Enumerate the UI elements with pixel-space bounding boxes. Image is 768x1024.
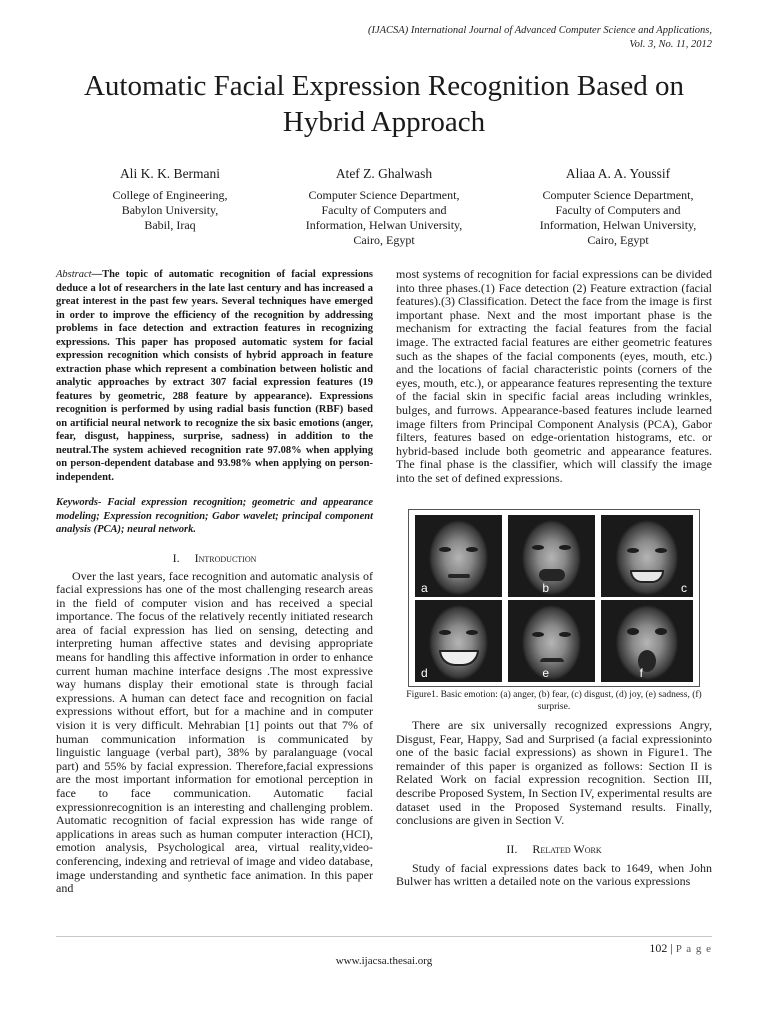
title-line-2: Hybrid Approach (282, 106, 486, 138)
mouth-shape (630, 570, 664, 583)
author-affiliation: Cairo, Egypt (587, 233, 649, 247)
author-block-3 (518, 166, 718, 248)
author-name: Ali K. K. Bermani (119, 166, 221, 181)
page-word: P a g e (675, 943, 712, 955)
author-affiliation: Information, Helwan University, (539, 218, 697, 232)
running-header (368, 24, 712, 51)
right-paragraph-overview: There are six universally recognized expressions Angry, Disgust, Fear, Happy, Sad and Surprised (a facial expressioninto one of the basic facial expressions) as shown in Figure1. The remainder of this paper is organized as follows: Section II is Related Work on facial expression recognition. Section III, describe Proposed System, In Section IV, experimental results are dataset used in the Proposed Systemand results. Finally, conclusions are given in Section V. (396, 718, 712, 828)
eye-shape (532, 545, 544, 550)
page-number-value: 102 (649, 941, 668, 955)
eye-shape (627, 548, 639, 553)
eye-shape (559, 545, 571, 550)
paper-title (40, 68, 728, 140)
face-image-surprise (601, 600, 693, 682)
related-work-paragraph: Study of facial expressions dates back to 1649, when John Bulwer has written a detailed note on the various expressions (396, 860, 712, 889)
author-block-1 (70, 166, 270, 233)
section-heading-introduction (56, 551, 373, 565)
author-affiliation: Cairo, Egypt (353, 233, 415, 247)
author-affiliation: Faculty of Computers and (555, 203, 681, 217)
journal-name: (IJACSA) International Journal of Advanced Computer Science and Applications, (367, 25, 712, 36)
eye-shape (532, 632, 544, 637)
figure-label-b: b (542, 581, 549, 595)
author-affiliation: Babylon University, (121, 203, 219, 217)
author-affiliation: Babil, Iraq (144, 218, 196, 232)
right-column-top (396, 268, 712, 486)
eye-shape (466, 547, 478, 552)
page-separator: | (667, 941, 676, 955)
face-image-sadness (508, 600, 595, 682)
author-affiliation: Faculty of Computers and (321, 203, 447, 217)
eye-shape (655, 548, 667, 553)
face-image-fear (508, 515, 595, 597)
right-paragraph-phases: most systems of recognition for facial expressions can be divided into three phases.(1) Face detection (2) Feature extraction (facial features).(3) Classification. Detect the face from the image is first important phase. Next and the most important phase is the mechanism for extracting the facial features from the facial image. The extracted facial features are either geometric features such as the shapes of the facial components (eyes, mouth, etc.) and the locations of facial characteristic points (corners of the eyes, mouth, etc.), or appearance features representing the texture of the facial skin in specific facial areas including wrinkles, bulges, and furrows. Appearance-based features include learned image filters from Principal Component Analysis (PCA), Gabor filters, features based on edge-orientation histograms, etc. or hybrid-based include both geometric and appearance features. The final phase is the classifier, which will classify the image into the set of defined expressions. (396, 267, 712, 485)
eye-shape (655, 628, 667, 635)
eye-shape (466, 630, 478, 635)
eye-shape (559, 632, 571, 637)
author-affiliation: Information, Helwan University, (305, 218, 463, 232)
figure-emotions (408, 509, 700, 687)
face-image-joy (415, 600, 502, 682)
eye-shape (627, 628, 639, 635)
introduction-paragraph: Over the last years, face recognition and automatic analysis of facial expressions has one of the most challenging research areas in the field of computer vision and has received a special importance. The focus of the relatively recently initiated research area of facial expression has lied on sensing, detecting and interpreting human affective states and devising appropriate means for handling this affective information in order to enhance current human machine interface designs .The most expressive way humans display their emotional state is through facial expressions. A human can detect face and recognition on facial expressions without effort, but for a machine and in computer vision it is very difficult. Mehrabian [1] points out that 7% of human communication information is communicated by linguistic language (verbal part), 38% by paralanguage (vocal part) and 55% by facial expression. Therefore,facial expressions are the most important information for emotional perception in face to face communication. Automatic facial expressionrecognition is an interesting and challenging problem. Automatic recognition of facial expression has wide range of applications in areas such as human computer interaction (HCI), emotion analysis, Psychological area, virtual reality,video-conferencing, indexing and retrieval of image and video database, image understanding and synthetic face animation. In this paper and (56, 568, 373, 896)
mouth-shape (439, 650, 479, 666)
section-number: II. (506, 841, 518, 856)
section-number: I. (172, 550, 180, 565)
abstract-text: The topic of automatic recognition of facial expressions deduce a lot of researchers in the late last century and has increased a great interest in the past few years. Several techniques have emerged in order to improve the efficiency of the recognition by addressing problems in face detection and extraction features in recognizing expressions. This paper has proposed automatic system for facial expression recognition which consists of hybrid approach in feature extraction phase which represent a combination between holistic and analytic approaches by extract 307 facial expression features (19 features by geometric, 288 feature by appearance). Expressions recognition is performed by using radial basis function (RBF) based on artificial neural network to recognize the six basic emotions (anger, fear, disgust, happiness, surprise, sadness) in addition to the neutral.The system achieved recognition rate 97.08% when applying on person-dependent database and 93.98% when applying on person-independent. (56, 269, 373, 483)
volume-info: Vol. 3, No. 11, 2012 (629, 38, 712, 50)
eye-shape (439, 630, 451, 635)
author-affiliation: College of Engineering, (112, 188, 228, 202)
author-name: Atef Z. Ghalwash (335, 166, 433, 181)
figure-caption: Figure1. Basic emotion: (a) anger, (b) fear, (c) disgust, (d) joy, (e) sadness, (f) surprise. (406, 690, 702, 712)
figure-label-a: a (421, 581, 428, 595)
figure-label-f: f (639, 666, 643, 680)
figure-label-c: c (681, 581, 687, 595)
abstract-dash: — (91, 269, 103, 280)
left-column (56, 268, 373, 896)
mouth-shape (448, 574, 470, 578)
section-title: Related Work (532, 841, 602, 856)
mouth-shape (539, 569, 565, 581)
figure-label-e: e (542, 666, 549, 680)
author-affiliation: Computer Science Department, (308, 188, 460, 202)
abstract-label: Abstract (56, 269, 92, 280)
title-line-1: Automatic Facial Expression Recognition Based on (83, 70, 685, 102)
page-number (649, 941, 712, 956)
right-column-bottom (396, 719, 712, 889)
abstract (56, 268, 373, 484)
mouth-shape (540, 658, 564, 662)
footer-url: www.ijacsa.thesai.org (335, 955, 433, 967)
author-name: Aliaa A. A. Youssif (565, 166, 671, 181)
figure-label-d: d (421, 666, 428, 680)
footer-divider (56, 936, 712, 937)
keywords: Keywords- Facial expression recognition; geometric and appearance modeling; Expression recognition; Gabor wavelet; principal component analysis (PCA); neural network. (56, 497, 373, 535)
section-heading-related-work (396, 842, 712, 856)
section-title: Introduction (194, 550, 257, 565)
author-affiliation: Computer Science Department, (542, 188, 694, 202)
author-block-2 (284, 166, 484, 248)
eye-shape (439, 547, 451, 552)
face-image-disgust (601, 515, 693, 597)
face-image-anger (415, 515, 502, 597)
